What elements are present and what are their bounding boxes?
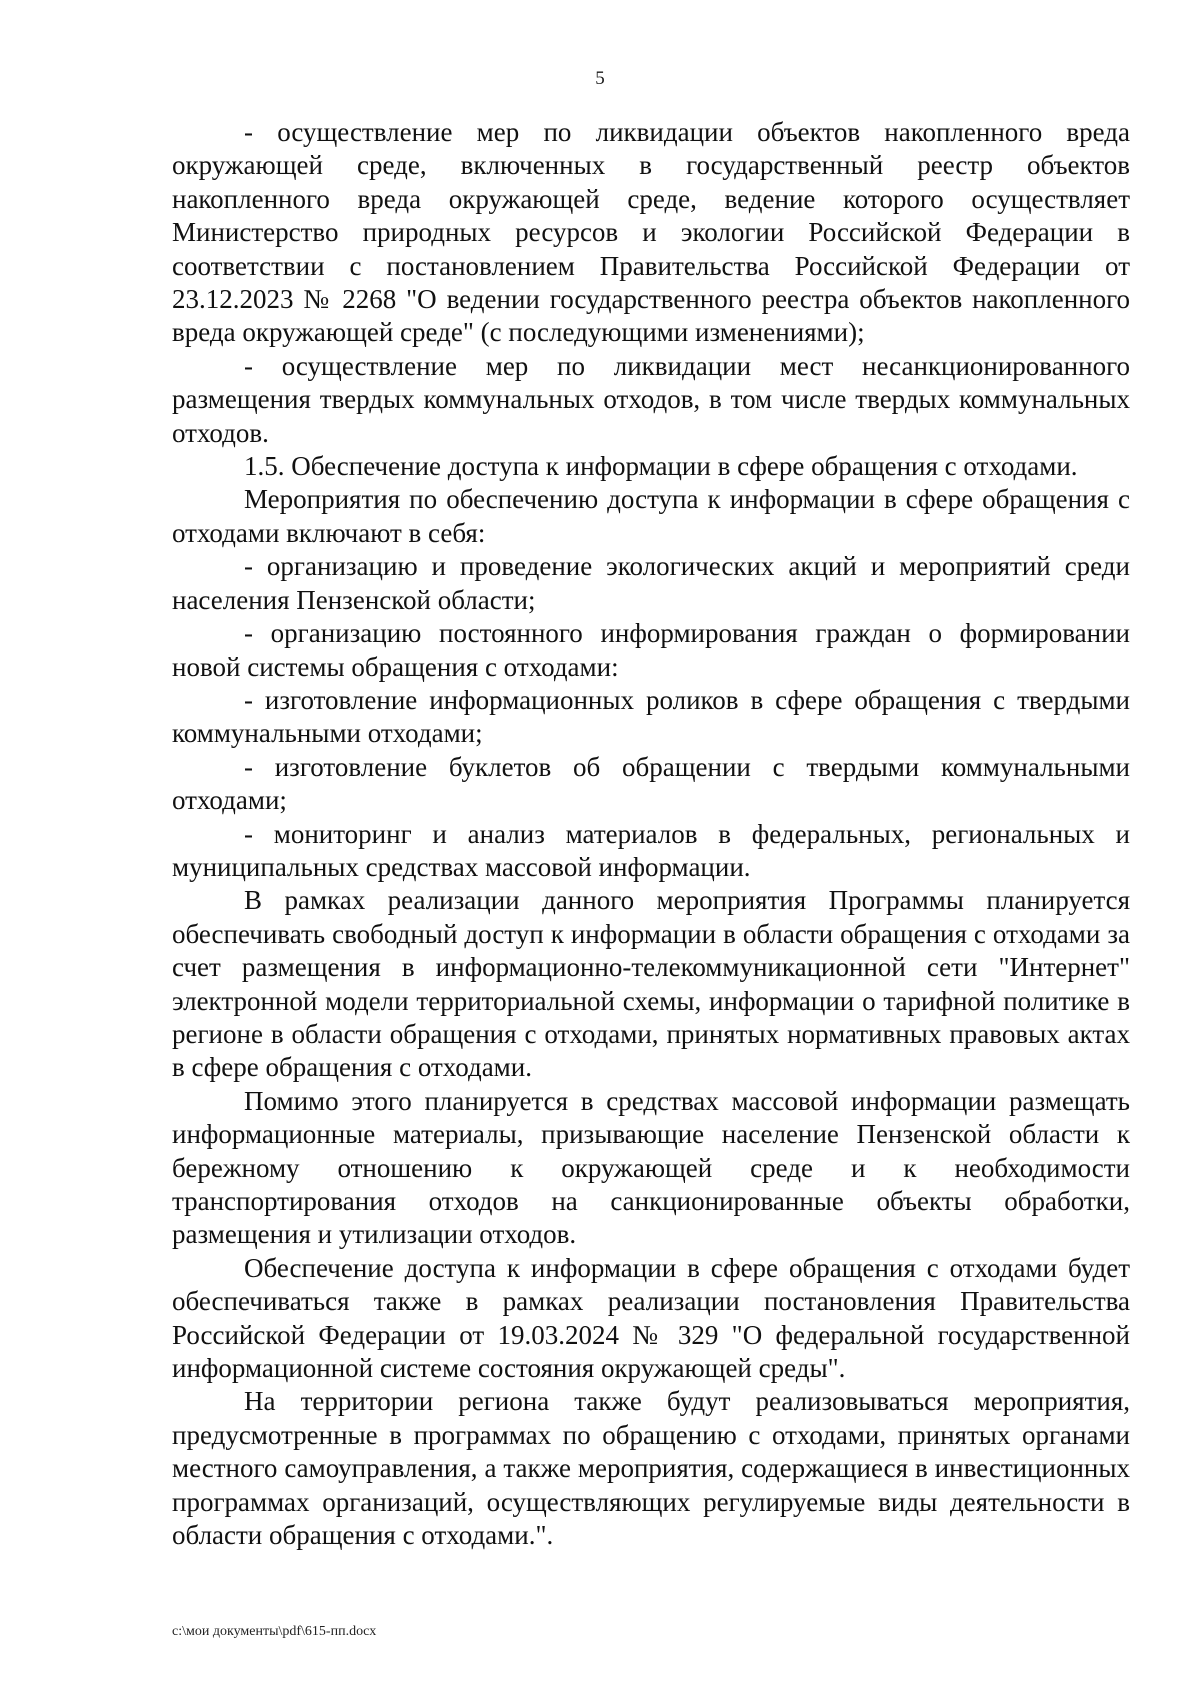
paragraph: Обеспечение доступа к информации в сфере обращения с отходами будет обеспечиваться также в рамках реализации постановления Правительства Российской Федерации от 19.03.2024 № 329 "О федеральной государственной информационной системе состояния окружающей среды". [172,1252,1130,1384]
paragraph: - организацию и проведение экологических акций и мероприятий среди населения Пензенской области; [172,551,1130,615]
paragraph: - осуществление мер по ликвидации мест несанкционированного размещения твердых коммунальных отходов, в том числе твердых коммунальных отходов. [172,350,1130,448]
paragraph: - организацию постоянного информирования граждан о формировании новой системы обращения с отходами: [172,618,1130,682]
paragraph: - мониторинг и анализ материалов в федеральных, региональных и муниципальных средствах массовой информации. [172,818,1130,882]
paragraph: Помимо этого планируется в средствах массовой информации размещать информационные материалы, призывающие население Пензенской области к бережному отношению к окружающей среде и к необходимости транспортирования отходов на санкционированные объекты обработки, размещения и утилизации отходов. [172,1085,1130,1250]
paragraph: В рамках реализации данного мероприятия Программы планируется обеспечивать свободный доступ к информации в области обращения с отходами за счет размещения в информационно-телекоммуникационной сети "Интернет" электронной модели территориальной схемы, информации о тарифной политике в регионе в области обращения с отходами, принятых нормативных правовых актах в сфере обращения с отходами. [172,885,1130,1083]
paragraph: Мероприятия по обеспечению доступа к информации в сфере обращения с отходами включают в себя: [172,484,1130,548]
paragraph: 1.5. Обеспечение доступа к информации в сфере обращения с отходами. [244,451,1078,482]
footer-file-path: c:\мои документы\pdf\615-пп.docx [172,1624,377,1639]
paragraph: - изготовление буклетов об обращении с твердыми коммунальными отходами; [172,751,1130,816]
page-number: 5 [595,68,605,89]
paragraph: На территории региона также будут реализовываться мероприятия, предусмотренные в программах по обращению с отходами, принятых органами местного самоуправления, а также мероприятия, содержащиеся в инвестиционных программах организаций, осуществляющих регулируемые виды деятельности в области обращения с отходами.". [172,1386,1130,1551]
paragraph: - изготовление информационных роликов в сфере обращения с твердыми коммунальными отходами; [172,684,1130,749]
document-body [172,116,1130,1552]
paragraph: - осуществление мер по ликвидации объектов накопленного вреда окружающей среде, включенных в государственный реестр объектов накопленного вреда окружающей среде, ведение которого осуществляет Министерство природных ресурсов и экологии Российской Федерации в соответствии с постановлением Правительства Российской Федерации от 23.12.2023 № 2268 "О ведении государственного реестра объектов накопленного вреда окружающей среде" (с последующими изменениями); [172,117,1130,348]
